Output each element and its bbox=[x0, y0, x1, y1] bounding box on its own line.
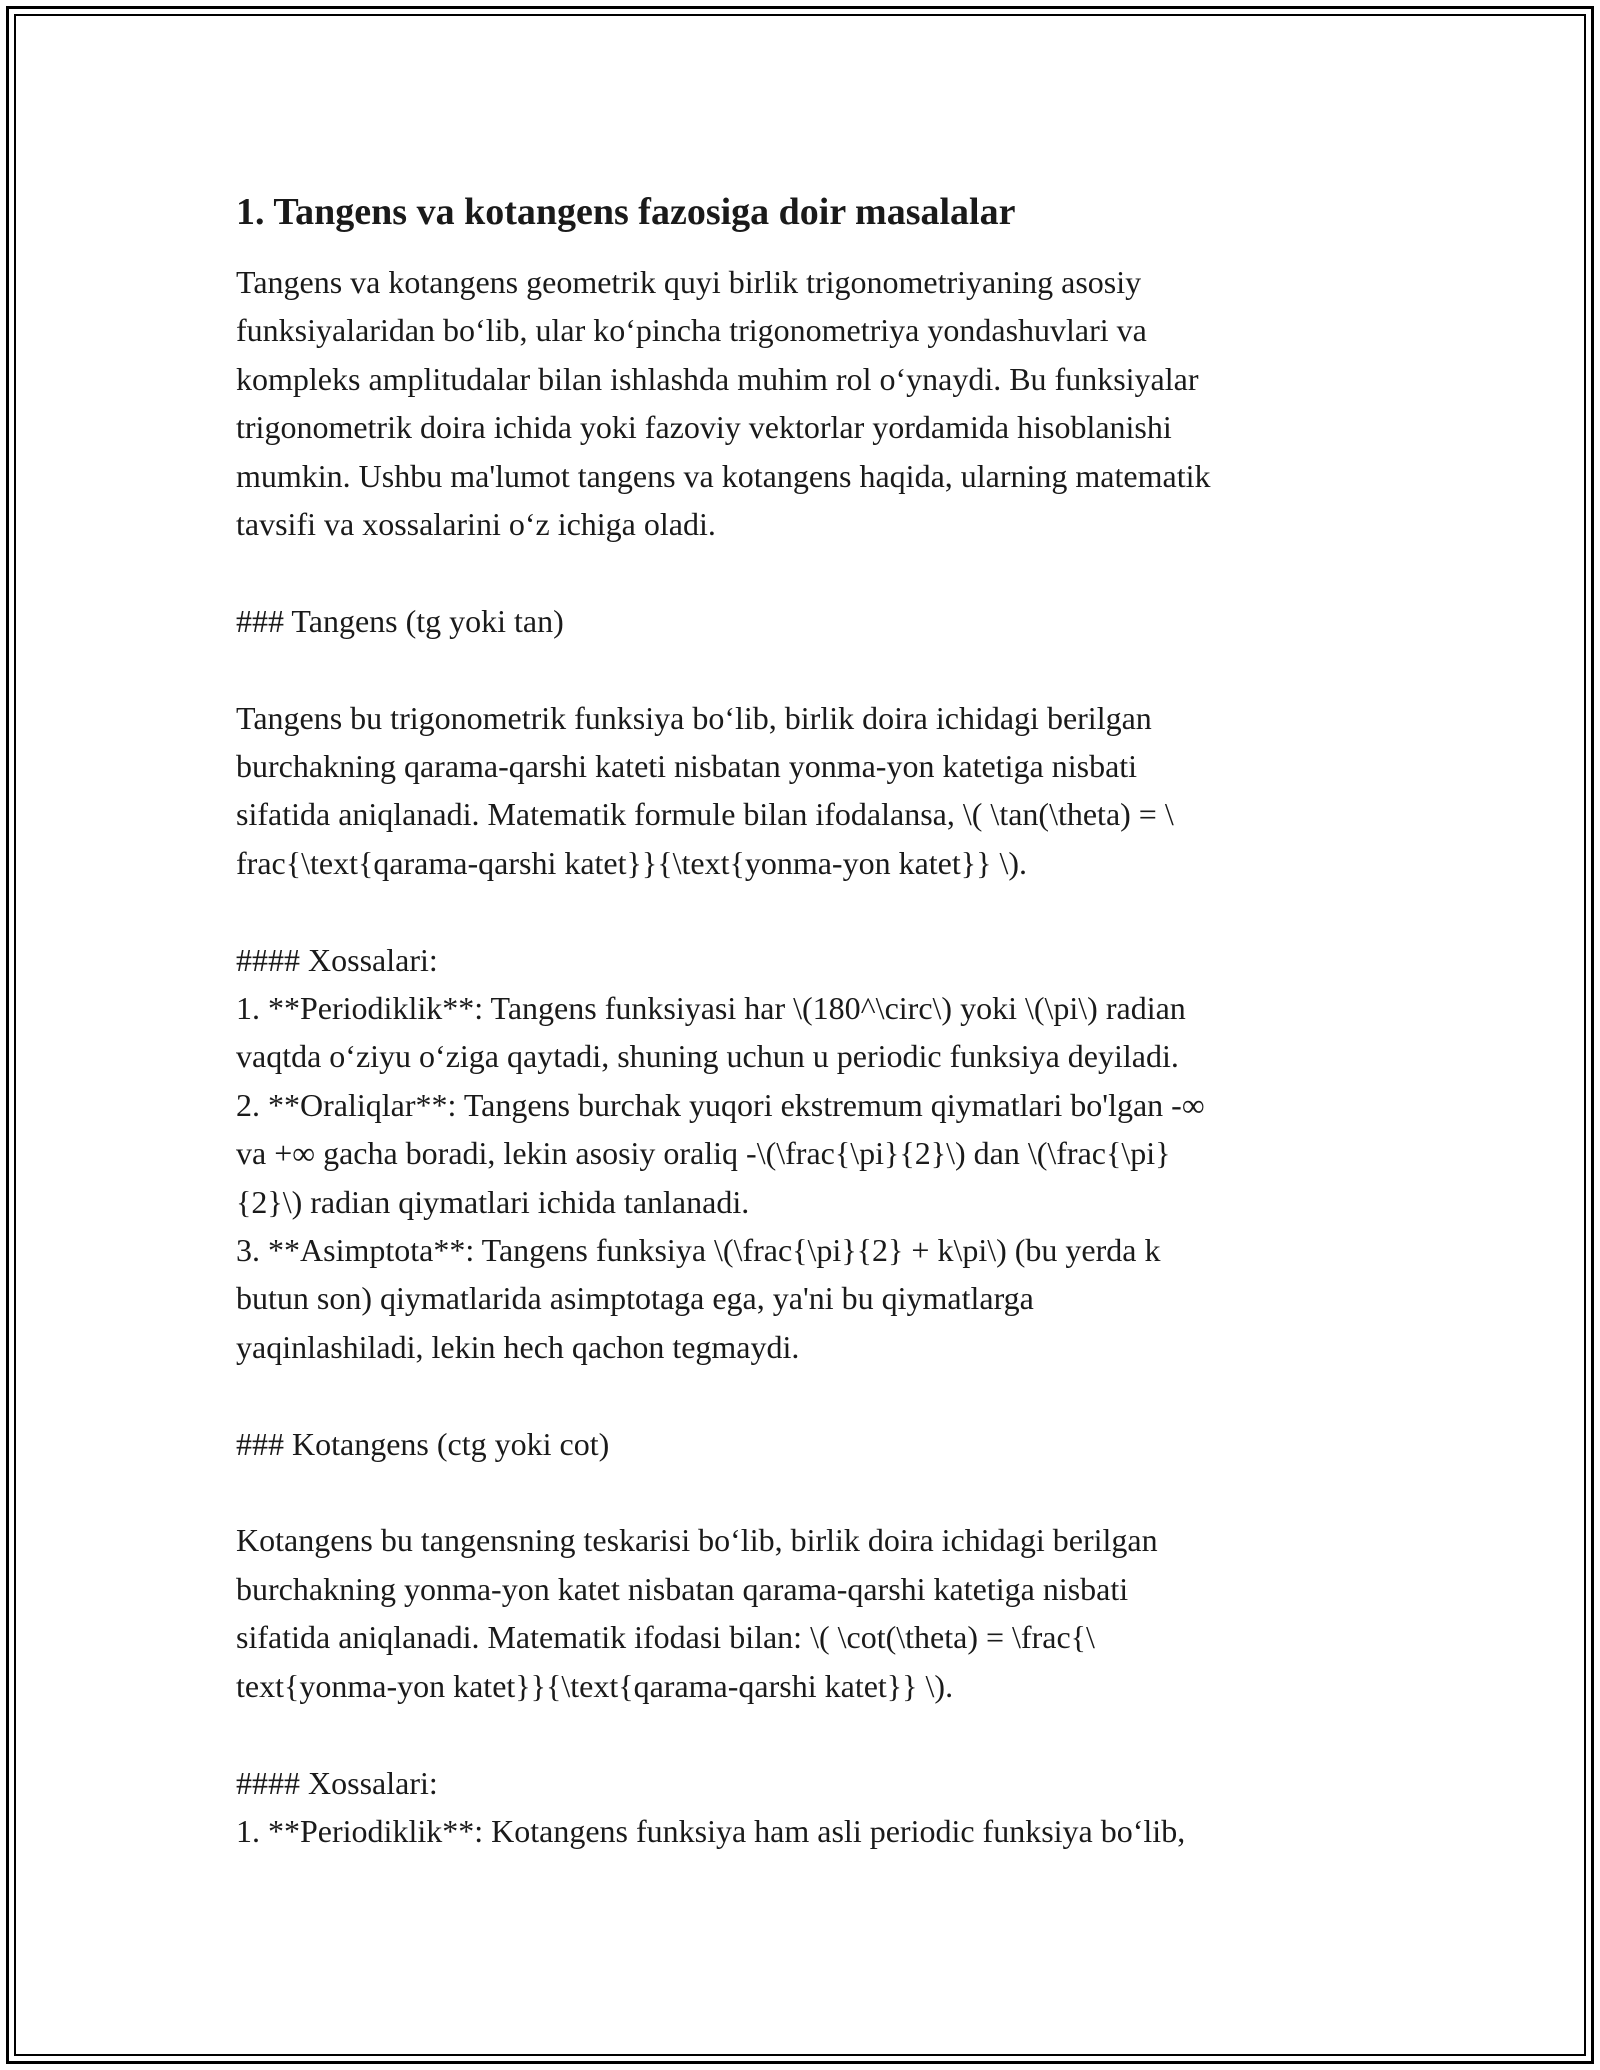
paragraph-gap bbox=[236, 645, 1366, 693]
tangens-properties-list: #### Xossalari: 1. **Periodiklik**: Tangens funksiyasi har \(180^\circ\) yoki \(\pi\) radian vaqtda o‘ziyu o‘ziga qaytadi, shuning uchun u periodic funksiya deyiladi. 2. **Oraliqlar**: Tangens burchak yuqori ekstremum qiymatlari bo'lgan -∞ va +∞ gacha boradi, lekin asosiy oraliq -\(\frac{\pi}{2}\) dan \(\frac{\pi} {2}\) radian qiymatlari ichida tanlanadi. 3. **Asimptota**: Tangens funksiya \(\frac{\pi}{2} + k\pi\) (bu yerda k butun son) qiymatlarida asimptotaga ega, ya'ni bu qiymatlarga yaqinlashiladi, lekin hech qachon tegmaydi. bbox=[236, 941, 1205, 1365]
intro-paragraph: Tangens va kotangens geometrik quyi birlik trigonometriyaning asosiy funksiyalaridan bo‘lib, ular ko‘pincha trigonometriya yondashuvlari va kompleks amplitudalar bilan ishlashda muhim rol o‘ynaydi. Bu funksiyalar trigonometrik doira ichida yoki fazoviy vektorlar yordamida hisoblanishi mumkin. Ushbu ma'lumot tangens va kotangens haqida, ularning matematik tavsifi va xossalarini o‘z ichiga oladi. bbox=[236, 264, 1211, 543]
paragraph-gap bbox=[236, 887, 1366, 935]
tangens-heading: ### Tangens (tg yoki tan) bbox=[236, 602, 564, 639]
paragraph-gap bbox=[236, 1710, 1366, 1758]
document-page bbox=[236, 186, 1366, 1855]
document-title: 1. Tangens va kotangens fazosiga doir masalalar bbox=[236, 191, 1016, 233]
kotangens-properties-list: #### Xossalari: 1. **Periodiklik**: Kotangens funksiya ham asli periodic funksiya bo‘lib, bbox=[236, 1764, 1186, 1849]
kotangens-definition-paragraph: Kotangens bu tangensning teskarisi bo‘lib, birlik doira ichidagi berilgan burchakning yonma-yon katet nisbatan qarama-qarshi katetiga nisbati sifatida aniqlanadi. Matematik ifodasi bilan: \( \cot(\theta) = \frac{\ text{yonma-yon katet}}{\text{qarama-qarshi katet}} \). bbox=[236, 1522, 1158, 1704]
paragraph-gap bbox=[236, 548, 1366, 596]
paragraph-gap bbox=[236, 1371, 1366, 1419]
paragraph-gap bbox=[236, 1468, 1366, 1516]
kotangens-heading: ### Kotangens (ctg yoki cot) bbox=[236, 1425, 610, 1462]
tangens-definition-paragraph: Tangens bu trigonometrik funksiya bo‘lib, birlik doira ichidagi berilgan burchakning qarama-qarshi kateti nisbatan yonma-yon katetiga nisbati sifatida aniqlanadi. Matematik formule bilan ifodalansa, \( \tan(\theta) = \ frac{\text{qarama-qarshi katet}}{\text{yonma-yon katet}} \). bbox=[236, 699, 1174, 881]
